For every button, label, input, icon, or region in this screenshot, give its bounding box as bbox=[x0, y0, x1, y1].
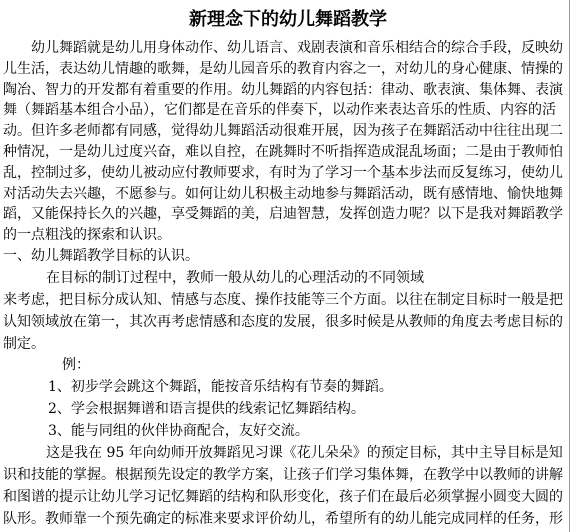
paragraph-line: 对活动失去兴趣，不愿参与。如何让幼儿积极主动地参与舞蹈活动，既有感情地、愉快地舞 bbox=[3, 185, 563, 202]
document-title: 新理念下的幼儿舞蹈教学 bbox=[189, 9, 387, 30]
section-heading: 一、幼儿舞蹈教学目标的认识。 bbox=[3, 248, 199, 264]
section-1 bbox=[3, 246, 569, 531]
example-goal-item: 1、初步学会跳这个舞蹈，能按音乐结构有节奏的舞蹈。 bbox=[48, 379, 393, 396]
paragraph-line: 乱，控制过多，使幼儿被动应付教师要求，有时为了学习一个基本步法而反复练习，使幼儿 bbox=[3, 164, 563, 181]
paragraph-line: 认知领域放在第一，其次再考虑情感和态度的发展，很多时候是从教师的角度去考虑目标的 bbox=[3, 313, 563, 330]
example-label: 例： bbox=[62, 357, 90, 374]
paragraph-line: 在目标的制订过程中，教师一般从幼儿的心理活动的不同领域 bbox=[46, 269, 424, 286]
paragraph-line: 种情况，一是幼儿过度兴奋，难以自控，在跳舞时不听指挥造成混乱场面；二是由于教师怕 bbox=[3, 143, 563, 160]
paragraph-line: 幼儿舞蹈就是幼儿用身体动作、幼儿语言、戏剧表演和音乐相结合的综合手段，反映幼 bbox=[31, 40, 563, 56]
paragraph-line: 来考虑，把目标分成认知、情感与态度、操作技能等三个方面。以往在制定目标时一般是把 bbox=[3, 291, 563, 308]
paragraph-line: 队形。教师靠一个预先确定的标准来要求评价幼儿，希望所有的幼儿能完成同样的任务，形 bbox=[3, 510, 563, 527]
page-edge-divider bbox=[569, 0, 570, 532]
paragraph-line: 陶冶、智力的开发都有着重要的作用。幼儿舞蹈的内容包括：律动、歌表演、集体舞、表演 bbox=[3, 81, 563, 98]
paragraph-line: 的一点粗浅的探索和认识。 bbox=[3, 227, 171, 244]
example-goal-item: 3、能与同组的伙伴协商配合，友好交流。 bbox=[48, 423, 309, 440]
paragraph-line: 舞（舞蹈基本组合小品），它们都是在音乐的伴奏下，以动作来表达音乐的性质、内容的活 bbox=[3, 102, 556, 119]
paragraph-line: 制定。 bbox=[3, 335, 45, 352]
paragraph-line: 蹈，又能保持长久的兴趣，享受舞蹈的美，启迪智慧，发挥创造力呢？以下是我对舞蹈教学 bbox=[3, 206, 563, 223]
paragraph-line: 这是我在 95 年向幼师开放舞蹈见习课《花儿朵朵》的预定目标，其中主导目标是知 bbox=[46, 445, 563, 462]
paragraph-line: 识和技能的掌握。根据预先设定的教学方案，让孩子们学习集体舞，在教学中以教师的讲解 bbox=[3, 466, 563, 483]
example-goal-item: 2、学会根据舞谱和语言提供的线索记忆舞蹈结构。 bbox=[48, 401, 365, 418]
intro-paragraph bbox=[3, 38, 569, 246]
paragraph-line: 动。但许多老师都有同感，觉得幼儿舞蹈活动很难开展，因为孩子在舞蹈活动中往往出现二 bbox=[3, 123, 563, 140]
paragraph-line: 儿生活，表达幼儿情趣的歌舞，是幼儿园音乐的教育内容之一，对幼儿的身心健康、情操的 bbox=[3, 60, 563, 77]
paragraph-line: 和图谱的提示让幼儿学习记忆舞蹈的结构和队形变化，孩子们在最后必须掌握小圆变大圆的 bbox=[3, 488, 563, 505]
